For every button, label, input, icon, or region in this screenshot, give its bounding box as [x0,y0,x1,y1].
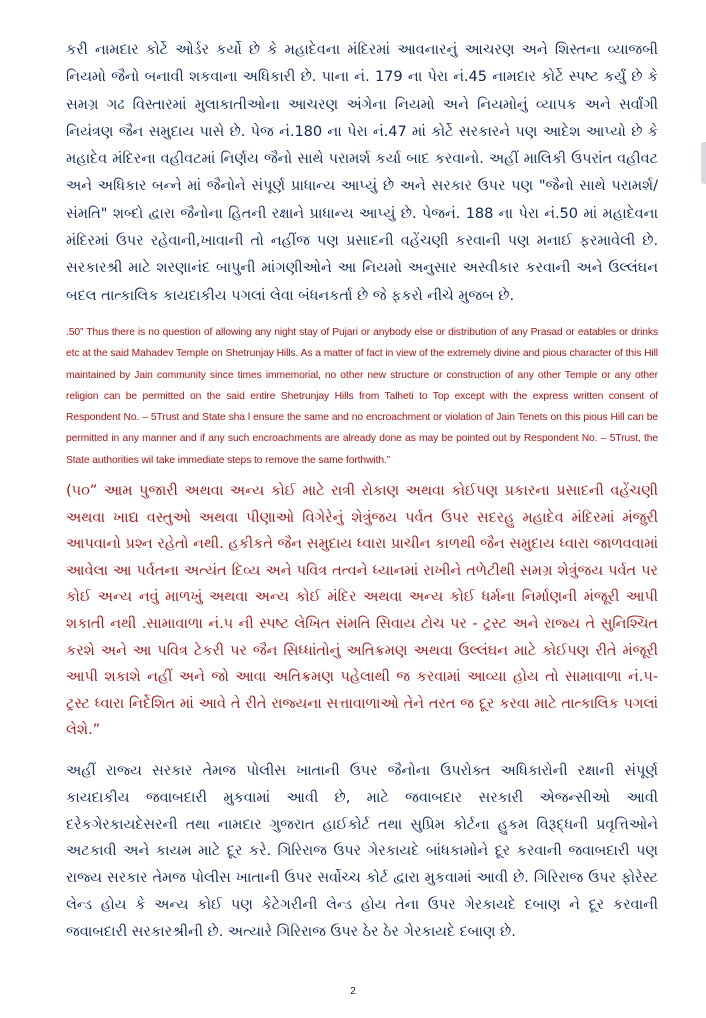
page-number: 2 [350,986,356,997]
paragraph-state-responsibility: અહીં રાજ્ય સરકાર તેમજ પોલીસ ખાતાની ઉપર જૈનોના ઉપરોક્ત અધિકારોની રક્ષાની સંપૂર્ણ કાયદાકીય જવાબદારી મુકવામાં આવી છે, માટે જવાબદાર સરકારી એજન્સીઓ આવી દરેકગેરકાયદેસરની તથા નામદાર ગુજરાત હાઈકોર્ટ તથા સુપ્રિમ કોર્ટના હુકમ વિરૂદ્ધની પ્રવૃત્તિઓને અટકાવી અને કાયમ માટે દૂર કરે. ગિરિરાજ ઉપર ગેરકાયદે બાંધકામોને દૂર કરવાની જવાબદારી પણ રાજ્ય સરકાર તેમજ પોલીસ ખાતાની ઉપર સર્વોચ્ચ કોર્ટ દ્વારા મુકવામાં આવી છે. ગિરિરાજ ઉપર ફોરેસ્ટ લેન્ડ હોય કે અન્ય કોઈ પણ કેટેગરીની લેન્ડ હોય તેના ઉપર ગેરકાયદે દબાણ ને દૂર કરવાની જવાબદારી સરકારશ્રીની છે. અત્યારે ગિરિરાજ ઉપર ઠેર ઠેર ગેરકાયદે દબાણ છે. [66,761,658,940]
paragraph-court-order: કરી નામદાર કોર્ટે ઓર્ડર કર્યો છે કે મહાદેવના મંદિરમાં આવનારનું આચરણ અને શિસ્તના વ્યાજબી નિયમો જૈનો બનાવી શકવાના અધિકારી છે. પાના નં. 179 ના પેરા નં.45 નામદાર કોર્ટે સ્પષ્ટ કર્યું છે કે સમગ્ર ગઢ વિસ્તારમાં મુલાકાતીઓના આચરણ અંગેના નિયમો અને નિયમોનું વ્યાપક અને સર્વાંગી નિયંત્રણ જૈન સમુદાય પાસે છે. પેજ નં.180 ના પેરા નં.47 માં કોર્ટે સરકારને પણ આદેશ આપ્યો છે કે મહાદેવ મંદિરના વહીવટમાં નિર્ણય જૈનો સાથે પરામર્શ કર્યા બાદ કરવાનો. અહીં માલિકી ઉપરાંત વહીવટ અને અધિકાર બન્ને માં જૈનોને સંપૂર્ણ પ્રાધાન્ય આપ્યું છે અને સરકાર ઉપર પણ "જૈનો સાથે પરામર્શ/સંમતિ" શબ્દો દ્વારા જૈનોના હિતની રક્ષાને પ્રાધાન્ય આપ્યું છે. પેજનં. 188 ના પેરા નં.50 માં મહાદેવના મંદિરમાં ઉપર રહેવાની,ખાવાની તો નહીંજ પણ પ્રસાદની વહેંચણી કરવાની પણ મનાઈ ફરમાવેલી છે. સરકારશ્રી માટે શરણાનંદ બાપુની માંગણીઓને આ નિયમો અનુસાર અસ્વીકાર કરવાની અને ઉલ્લંઘન બદલ તાત્કાલિક કાયદાકીય પગલાં લેવા બંધનકર્તા છે જે ફકરો નીચે મુજબ છે. [66,41,658,304]
side-scroll-tab[interactable] [701,142,706,184]
quoted-paragraph-50-english: .50” Thus there is no question of allowing any night stay of Pujari or anybody else or distribution of any Prasad or eatables or drinks etc at the said Mahadev Temple on Shetrunjay Hills. As a matter of fact in view of the extremely divine and pious character of this Hill maintained by Jain community since times immemorial, no other new structure or construction of any other Temple or any other religion can be permitted on the said entire Shetrunjay Hills from Talheti to Top except with the express written consent of Respondent No. – 5Trust and State sha l ensure the same and no encroachment or violation of Jain Tenets on this pious Hill can be permitted in any manner and if any such encroachments are already done as may be pointed out by Respondent No. – 5Trust, the State authorities wil take immediate steps to remove the same forthwith.” [66,326,658,466]
quoted-paragraph-50-gujarati: (૫૦” આમ પુજારી અથવા અન્ય કોઈ માટે રાત્રી રોકાણ અથવા કોઈપણ પ્રકારના પ્રસાદની વહેંચણી અથવા ખાદ્ય વસ્તુઓ અથવા પીણાઓ વિગેરેનું શેત્રુંજય પર્વત ઉપર સદરહુ મહાદેવ મંદિરમાં મંજુરી આપવાનો પ્રશ્ન રહેતો નથી. હકીકતે જૈન સમુદાય ધ્વારા પ્રાચીન કાળથી જૈન સમુદાય ધ્વારા જાળવવામાં આવેલા આ પર્વતના અત્યંત દિવ્ય અને પવિત્ર તત્વને ધ્યાનમાં રાખીને તળેટીથી સમગ્ર શેત્રુંજય પર્વત પર કોઈ અન્ય નવું માળખું અથવા અન્ય કોઈ મંદિર અથવા અન્ય કોઈ ધર્મના નિર્માણની મંજૂરી આપી શકાતી નથી .સામાવાળા નં.૫ ની સ્પષ્ટ લેખિત સંમતિ સિવાય ટોચ પર - ટ્રસ્ટ અને રાજ્ય તે સુનિશ્ચિત કરશે અને આ પવિત્ર ટેકરી પર જૈન સિધ્ધાંતોનું અતિક્રમણ અથવા ઉલ્લંઘન માટે કોઈપણ રીતે મંજૂરી આપી શકાશે નહીં અને જો આવા અતિક્રમણ પહેલાથી જ કરવામાં આવ્યા હોય તો સામાવાળા નં.૫- ટ્રસ્ટ ધ્વારા નિર્દેશિત માં આવે તે રીતે રાજ્યના સત્તાવાળાઓ તેને તરત જ દૂર કરવા માટે તાત્કાલિક પગલાં લેશે.” [66,482,658,739]
